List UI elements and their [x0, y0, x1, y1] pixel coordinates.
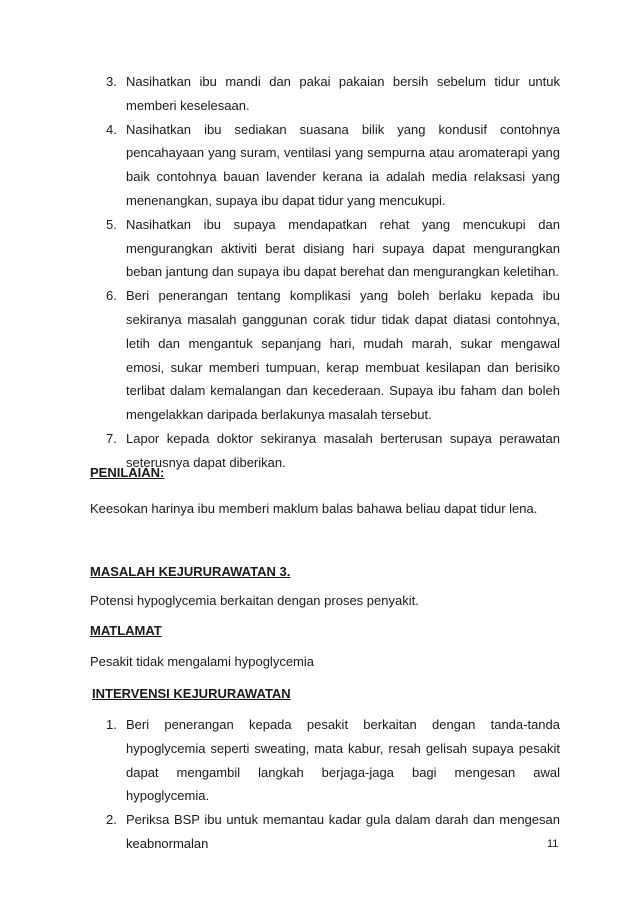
- masalah-text: Potensi hypoglycemia berkaitan dengan proses penyakit.: [90, 593, 419, 608]
- intervention-list-continued: [90, 70, 560, 475]
- matlamat-heading: MATLAMAT: [90, 623, 162, 638]
- list-item: 4. Nasihatkan ibu sediakan suasana bilik yang kondusif contohnya pencahayaan yang suram, ventilasi yang sempurna atau aromaterapi yang baik contohnya bauan lavender kerana ia adalah media relaksasi yang menenangkan, supaya ibu dapat tidur yang mencukupi.: [106, 121, 560, 208]
- penilaian-text: Keesokan harinya ibu memberi maklum balas bahawa beliau dapat tidur lena.: [90, 501, 538, 516]
- page-number: 11: [547, 838, 559, 850]
- list-item: 6. Beri penerangan tentang komplikasi yang boleh berlaku kepada ibu sekiranya masalah ganggunan corak tidur tidak dapat diatasi contohnya, letih dan mengantuk sepanjang hari, mudah marah, sukar mengawal emosi, sukar memberi tumpuan, kerap membuat kesilapan dan berisiko terlibat dalam kemalangan dan kecederaan. Supaya ibu faham dan boleh mengelakkan daripada berlakunya masalah tersebut.: [106, 288, 560, 423]
- intervention-list: [90, 713, 560, 856]
- list-item: 1. Beri penerangan kepada pesakit berkaitan dengan tanda-tanda hypoglycemia seperti sweating, mata kabur, resah gelisah supaya pesakit dapat mengambil langkah berjaga-jaga bagi mengesan awal hypoglycemia.: [106, 717, 560, 804]
- matlamat-text: Pesakit tidak mengalami hypoglycemia: [90, 654, 314, 669]
- list-item: 3. Nasihatkan ibu mandi dan pakai pakaian bersih sebelum tidur untuk memberi keselesaan.: [106, 74, 560, 113]
- list-item: 7. Lapor kepada doktor sekiranya masalah berterusan supaya perawatan seterusnya dapat diberikan.: [106, 430, 560, 470]
- list-item: 5. Nasihatkan ibu supaya mendapatkan rehat yang mencukupi dan mengurangkan aktiviti berat disiang hari supaya dapat mengurangkan beban jantung dan supaya ibu dapat berehat dan mengurangkan keletihan.: [106, 216, 560, 280]
- penilaian-heading: PENILAIAN:: [90, 465, 165, 480]
- masalah-heading: MASALAH KEJURURAWATAN 3.: [90, 564, 291, 579]
- list-item: 2. Periksa BSP ibu untuk memantau kadar gula dalam darah dan mengesan keabnormalan: [106, 812, 560, 851]
- intervensi-heading: INTERVENSI KEJURURAWATAN: [92, 686, 291, 701]
